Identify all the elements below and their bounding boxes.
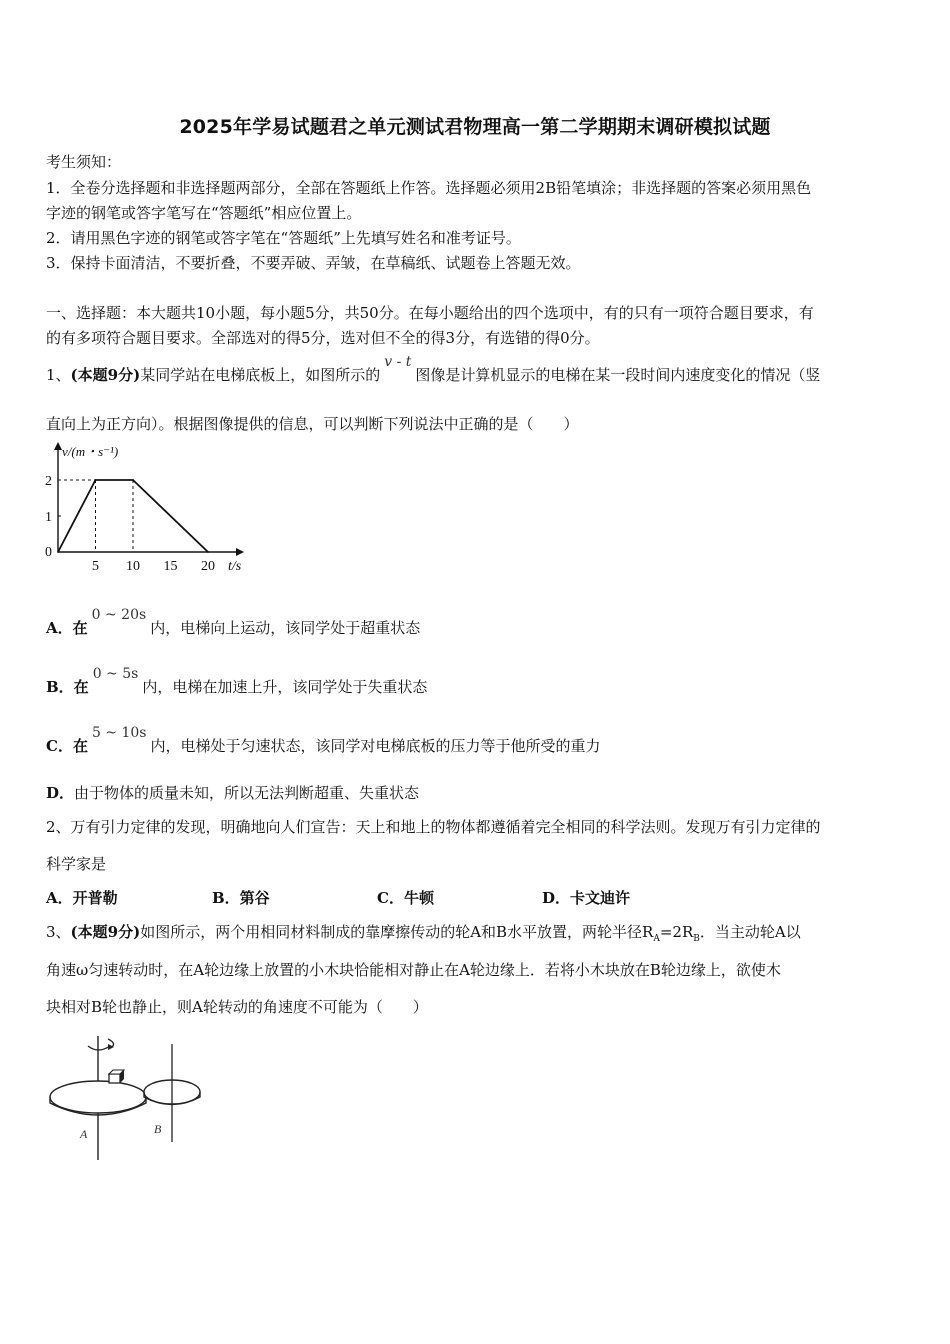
q1-option-b-label: B．在 xyxy=(46,678,89,696)
q1-option-c-label: C．在 xyxy=(46,737,88,755)
y-tick-label-2: 2 xyxy=(45,474,52,489)
q1-option-a-text: 内，电梯向上运动，该同学处于超重状态 xyxy=(150,619,421,637)
q3-sub-b: B xyxy=(693,934,700,944)
notice-item-1-cont: 字迹的钢笔或答字笔写在“答题纸”相应位置上。 xyxy=(46,204,362,222)
q2-options xyxy=(46,887,908,909)
origin-label: 0 xyxy=(45,545,52,560)
q1-stem-cont: 直向上为正方向）。根据图像提供的信息，可以判断下列说法中正确的是（ ） xyxy=(46,415,579,433)
data-point-0 xyxy=(57,551,59,553)
q3-stem-cont: 角速ω匀速转动时，在A轮边缘上放置的小木块恰能相对静止在A轮边缘上．若将小木块放在B轮边缘上，欲使木 xyxy=(46,961,781,979)
data-point-2 xyxy=(132,479,134,481)
q1-option-a[interactable] xyxy=(46,607,908,640)
q1-option-d-text: 由于物体的质量未知，所以无法判断超重、失重状态 xyxy=(74,784,420,802)
q1-option-b-formula: 0 ~ 5s xyxy=(92,666,139,682)
q1-option-b[interactable] xyxy=(46,666,908,699)
wheel-a-label: A xyxy=(80,1127,88,1141)
q3-sub-a: A xyxy=(653,934,660,944)
q1-number: 1、 xyxy=(46,366,71,384)
q2-option-b[interactable]: B．第谷 xyxy=(212,889,270,907)
q3-mid: =2R xyxy=(659,923,694,941)
x-tick-label-15: 15 xyxy=(163,559,178,574)
q2-option-d[interactable]: D．卡文迪许 xyxy=(542,889,631,907)
q1-text-b: 图像是计算机显示的电梯在某一段时间内速度变化的情况（竖 xyxy=(415,366,821,384)
data-point-3 xyxy=(207,551,209,553)
y-axis-arrow xyxy=(54,442,62,450)
q1-option-b-text: 内，电梯在加速上升，该同学处于失重状态 xyxy=(142,678,428,696)
y-tick-label-1: 1 xyxy=(45,510,52,525)
q2-option-a[interactable]: A．开普勒 xyxy=(46,889,118,907)
notice-item-2: 2．请用黑色字迹的钢笔或答字笔在“答题纸”上先填写姓名和准考证号。 xyxy=(46,229,521,247)
q1-option-c-text: 内，电梯处于匀速状态，该同学对电梯底板的压力等于他所受的重力 xyxy=(150,737,601,755)
x-tick-label-5: 5 xyxy=(92,559,99,574)
x-axis-arrow xyxy=(236,548,244,556)
q2-stem: 2、万有引力定律的发现，明确地向人们宣告：天上和地上的物体都遵循着完全相同的科学法则。发现万有引力定律的 xyxy=(46,818,821,836)
q1-option-a-label: A．在 xyxy=(46,619,88,637)
q1-text-a: 某同学站在电梯底板上，如图所示的 xyxy=(140,366,381,384)
x-tick-label-20: 20 xyxy=(201,559,215,574)
q3-stem xyxy=(46,921,908,950)
q2-option-c[interactable]: C．牛顿 xyxy=(377,889,434,907)
x-axis-label: t/s xyxy=(228,559,242,574)
q2-stem-cont: 科学家是 xyxy=(46,855,107,873)
q3-text-b: ．当主动轮A以 xyxy=(699,923,801,941)
q3-tag: (本题9分) xyxy=(70,923,141,941)
notice-heading: 考生须知： xyxy=(46,153,122,171)
friction-wheels-figure xyxy=(44,1030,214,1165)
notice-item-1: 1．全卷分选择题和非选择题两部分，全部在答题纸上作答。选择题必须用2B铅笔填涂；非选择题的答案必须用黑色 xyxy=(46,179,812,197)
section1-instructions-cont: 的有多项符合题目要求。全部选对的得5分，选对但不全的得3分，有选错的得0分。 xyxy=(46,329,600,347)
q1-option-c-formula: 5 ~ 10s xyxy=(91,725,147,741)
y-axis-label: v/(m・s⁻¹) xyxy=(62,444,119,459)
q3-text-a: 如图所示，两个用相同材料制成的靠摩擦传动的轮A和B水平放置，两轮半径R xyxy=(140,923,654,941)
q1-option-d-label: D． xyxy=(46,784,75,802)
q1-stem xyxy=(46,354,908,387)
x-tick-label-10: 10 xyxy=(126,559,140,574)
q1-option-d[interactable] xyxy=(46,782,908,804)
q3-stem-cont2: 块相对B轮也静止，则A轮转动的角速度不可能为（ ） xyxy=(46,998,428,1016)
q1-option-c[interactable] xyxy=(46,725,908,758)
q3-number: 3、 xyxy=(46,923,71,941)
q1-option-a-formula: 0 ~ 20s xyxy=(91,607,147,623)
notice-item-3: 3．保持卡面清洁，不要折叠，不要弄破、弄皱，在草稿纸、试题卷上答题无效。 xyxy=(46,254,581,272)
page-title: 2025年学易试题君之单元测试君物理高一第二学期期末调研模拟试题 xyxy=(179,116,771,138)
data-point-1 xyxy=(95,479,97,481)
wheel-b-label: B xyxy=(154,1122,162,1136)
q1-tag: (本题9分) xyxy=(70,366,141,384)
vt-chart xyxy=(40,440,260,580)
section1-instructions: 一、选择题：本大题共10小题，每小题5分，共50分。在每小题给出的四个选项中，有的只有一项符合题目要求，有 xyxy=(46,304,814,322)
q1-formula: v - t xyxy=(384,354,412,370)
